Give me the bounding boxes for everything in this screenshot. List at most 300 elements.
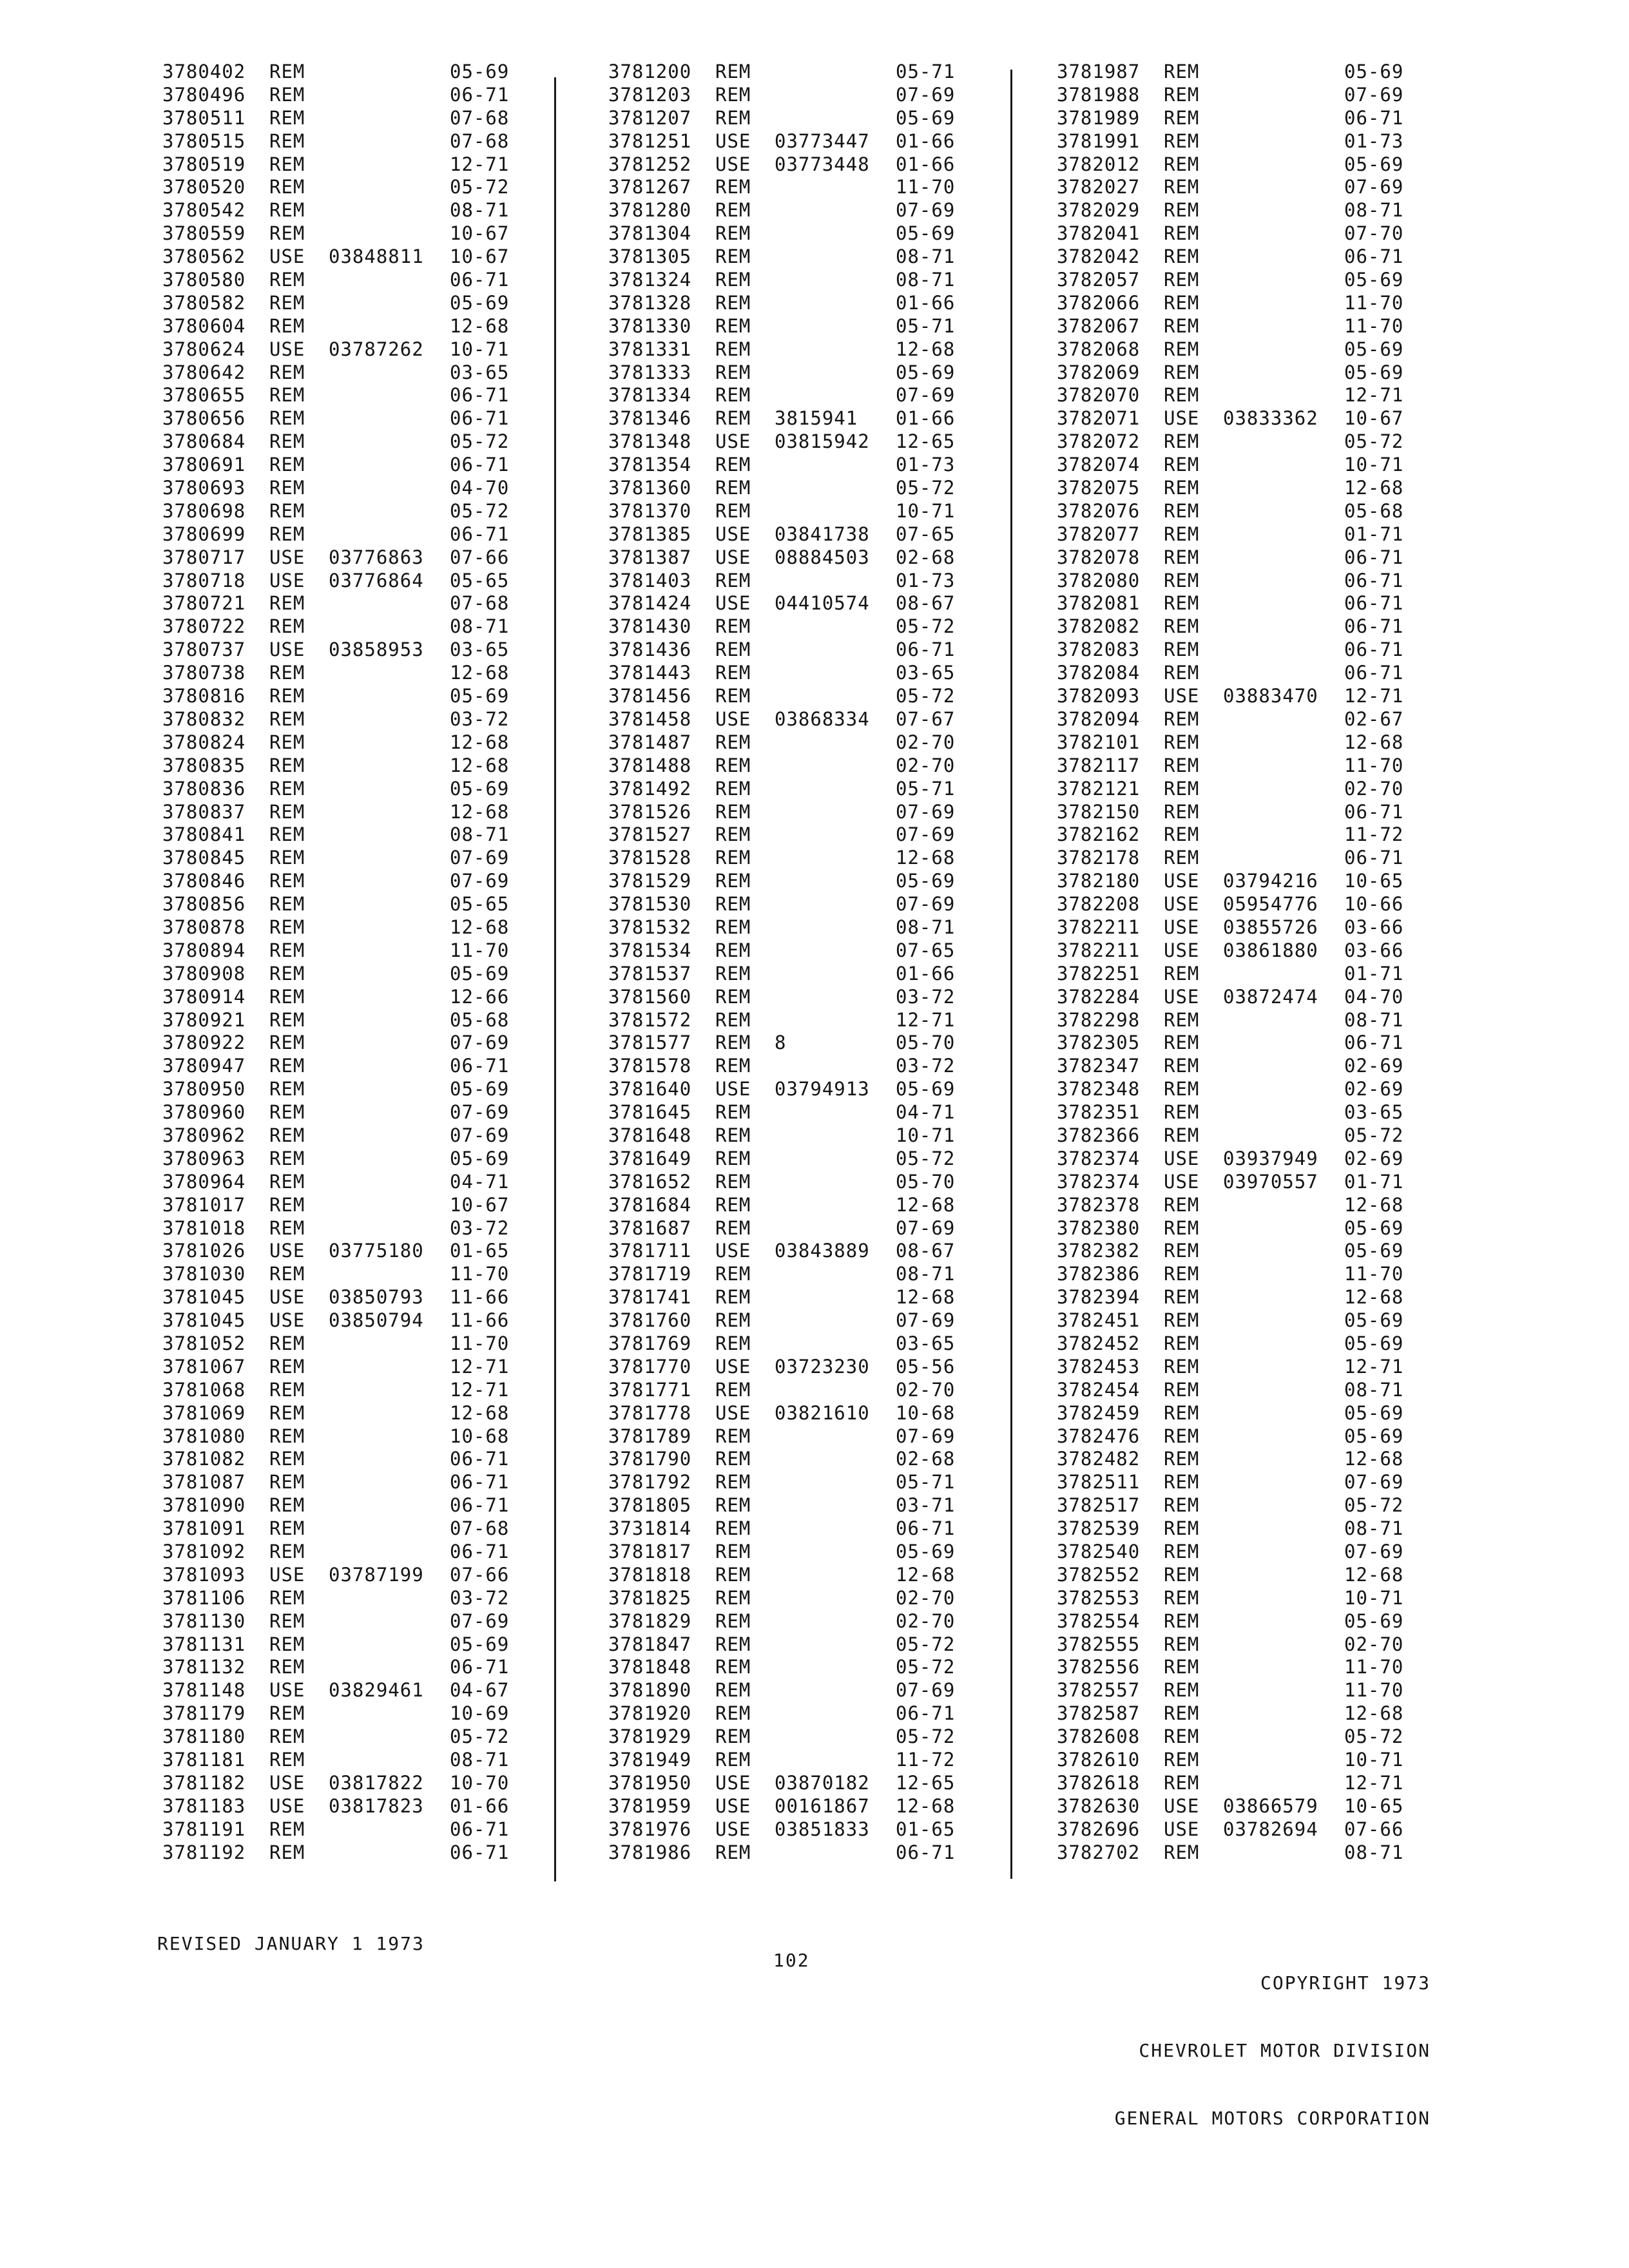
action-code: USE — [269, 245, 305, 268]
part-number: 3781527 — [608, 823, 692, 846]
action-code: USE — [715, 592, 751, 615]
date-code: 12-68 — [1344, 1193, 1404, 1216]
part-number: 3781436 — [608, 639, 692, 661]
list-item — [608, 1725, 1034, 1749]
copyright-line: COPYRIGHT 1973 — [1260, 1972, 1431, 1994]
part-number: 3781207 — [608, 106, 692, 129]
part-number: 3781280 — [608, 199, 692, 222]
date-code: 12-65 — [896, 430, 956, 453]
date-code: 05-72 — [896, 1725, 956, 1748]
list-item — [608, 754, 1034, 778]
part-number: 3782211 — [1057, 916, 1141, 938]
action-code: REM — [715, 962, 751, 985]
date-code: 07-65 — [896, 523, 956, 545]
date-code: 05-65 — [450, 893, 510, 916]
date-code: 05-69 — [896, 1541, 956, 1562]
list-item — [608, 662, 1034, 685]
date-code: 02-69 — [1344, 1078, 1404, 1100]
part-number: 3781333 — [608, 361, 692, 383]
action-code: REM — [715, 800, 751, 823]
list-item — [608, 1032, 1034, 1055]
date-code: 01-66 — [896, 407, 956, 430]
list-item — [1057, 338, 1482, 361]
list-item — [162, 1448, 588, 1471]
list-item — [1057, 963, 1482, 986]
list-item — [162, 963, 588, 986]
replacement-number: 03843889 — [775, 1240, 870, 1262]
part-number: 3781082 — [162, 1448, 246, 1470]
part-number: 3781684 — [608, 1193, 692, 1216]
action-code: REM — [269, 731, 305, 753]
list-item — [162, 338, 588, 361]
list-item — [608, 1379, 1034, 1402]
date-code: 07-68 — [450, 592, 510, 615]
replacement-number: 03773448 — [775, 153, 870, 175]
part-number: 3781741 — [608, 1286, 692, 1309]
date-code: 05-65 — [450, 569, 510, 591]
date-code: 06-71 — [896, 1841, 956, 1863]
action-code: REM — [269, 269, 305, 291]
part-number: 3781560 — [608, 985, 692, 1008]
action-code: USE — [1164, 870, 1200, 892]
list-item — [162, 939, 588, 963]
part-number: 3781179 — [162, 1702, 246, 1725]
date-code: 05-69 — [1344, 61, 1404, 82]
list-item — [1057, 84, 1482, 107]
list-item — [608, 222, 1034, 245]
list-item — [162, 1217, 588, 1240]
date-code: 12-68 — [896, 847, 956, 869]
date-code: 11-70 — [1344, 291, 1404, 314]
date-code: 07-66 — [450, 1563, 510, 1586]
date-code: 08-71 — [1344, 1517, 1404, 1540]
date-code: 07-69 — [896, 1309, 956, 1332]
action-code: REM — [715, 1332, 751, 1354]
replacement-number: 03872474 — [1223, 985, 1318, 1008]
part-number: 3781640 — [608, 1078, 692, 1100]
list-item — [1057, 916, 1482, 939]
action-code: USE — [269, 1563, 305, 1586]
part-number: 3782162 — [1057, 823, 1141, 846]
date-code: 06-71 — [450, 1471, 510, 1494]
replacement-number: 03937949 — [1223, 1147, 1318, 1169]
action-code: REM — [715, 245, 751, 268]
list-item — [608, 1448, 1034, 1471]
action-code: REM — [715, 1124, 751, 1146]
date-code: 12-71 — [1344, 1771, 1404, 1794]
action-code: REM — [715, 1101, 751, 1124]
part-number: 3781430 — [608, 615, 692, 638]
list-item — [608, 893, 1034, 916]
part-number: 3782557 — [1057, 1679, 1141, 1702]
replacement-number: 03817823 — [329, 1794, 424, 1817]
list-item — [1057, 315, 1482, 338]
date-code: 10-71 — [1344, 454, 1404, 476]
part-number: 3781267 — [608, 176, 692, 198]
action-code: REM — [715, 569, 751, 591]
part-number: 3780835 — [162, 754, 246, 776]
part-number: 3782305 — [1057, 1032, 1141, 1054]
list-item — [162, 1194, 588, 1217]
action-code: REM — [715, 1679, 751, 1702]
part-number: 3782077 — [1057, 523, 1141, 545]
date-code: 07-69 — [450, 1610, 510, 1632]
list-item — [1057, 801, 1482, 824]
date-code: 07-69 — [896, 83, 956, 106]
part-number: 3782348 — [1057, 1078, 1141, 1100]
list-item — [162, 245, 588, 269]
list-item — [1057, 1309, 1482, 1332]
list-item — [1057, 1656, 1482, 1679]
parts-column-3 — [1057, 61, 1482, 1864]
date-code: 05-70 — [896, 1032, 956, 1054]
part-number: 3780908 — [162, 962, 246, 985]
part-number: 3780832 — [162, 707, 246, 730]
part-number: 3782539 — [1057, 1517, 1141, 1540]
part-number: 3781790 — [608, 1448, 692, 1470]
date-code: 05-71 — [896, 61, 956, 82]
part-number: 3780738 — [162, 662, 246, 684]
date-code: 05-72 — [1344, 1124, 1404, 1146]
list-item — [1057, 639, 1482, 662]
action-code: REM — [1164, 546, 1200, 568]
replacement-number: 03782694 — [1223, 1818, 1318, 1840]
action-code: REM — [269, 1147, 305, 1169]
list-item — [608, 292, 1034, 315]
action-code: REM — [1164, 1771, 1200, 1794]
part-number: 3782630 — [1057, 1794, 1141, 1817]
action-code: REM — [715, 1425, 751, 1447]
list-item — [608, 916, 1034, 939]
list-item — [608, 454, 1034, 477]
list-item — [608, 570, 1034, 593]
list-item — [608, 1078, 1034, 1101]
replacement-number: 03787199 — [329, 1563, 424, 1586]
part-number: 3782078 — [1057, 546, 1141, 568]
date-code: 10-71 — [896, 1124, 956, 1146]
list-item — [1057, 1749, 1482, 1772]
date-code: 10-68 — [450, 1425, 510, 1447]
part-number: 3781106 — [162, 1586, 246, 1609]
date-code: 08-71 — [1344, 1378, 1404, 1401]
date-code: 02-70 — [1344, 1633, 1404, 1655]
date-code: 02-70 — [896, 1586, 956, 1609]
list-item — [608, 245, 1034, 269]
list-item — [162, 1795, 588, 1818]
action-code: REM — [1164, 1332, 1200, 1354]
date-code: 03-72 — [896, 985, 956, 1008]
date-code: 08-71 — [1344, 1008, 1404, 1031]
list-item — [1057, 1795, 1482, 1818]
part-number: 3782374 — [1057, 1170, 1141, 1193]
date-code: 05-71 — [896, 314, 956, 337]
part-number: 3781026 — [162, 1240, 246, 1262]
part-number: 3780559 — [162, 222, 246, 245]
date-code: 10-67 — [450, 1193, 510, 1216]
list-item — [1057, 1124, 1482, 1148]
list-item — [1057, 523, 1482, 546]
column-divider — [554, 77, 556, 1881]
part-number: 3782251 — [1057, 962, 1141, 985]
list-item — [1057, 685, 1482, 708]
list-item — [162, 454, 588, 477]
replacement-number: 03850793 — [329, 1286, 424, 1309]
list-item — [162, 1471, 588, 1494]
part-number: 3781526 — [608, 800, 692, 823]
part-number: 3782702 — [1057, 1841, 1141, 1863]
action-code: REM — [269, 1610, 305, 1632]
part-number: 3781017 — [162, 1193, 246, 1216]
part-number: 3781052 — [162, 1332, 246, 1354]
action-code: REM — [269, 384, 305, 407]
date-code: 06-71 — [1344, 546, 1404, 568]
list-item — [608, 269, 1034, 292]
date-code: 10-65 — [1344, 870, 1404, 892]
action-code: REM — [1164, 662, 1200, 684]
list-item — [608, 407, 1034, 430]
action-code: USE — [715, 1355, 751, 1378]
list-item — [162, 384, 588, 407]
date-code: 05-69 — [450, 291, 510, 314]
replacement-number: 03868334 — [775, 707, 870, 730]
part-number: 3782066 — [1057, 291, 1141, 314]
part-number: 3782082 — [1057, 615, 1141, 638]
list-item — [608, 1517, 1034, 1541]
date-code: 06-71 — [450, 269, 510, 291]
date-code: 05-69 — [450, 962, 510, 985]
date-code: 01-66 — [896, 291, 956, 314]
date-code: 10-71 — [450, 338, 510, 360]
part-number: 3782094 — [1057, 707, 1141, 730]
date-code: 12-71 — [1344, 384, 1404, 407]
action-code: REM — [715, 454, 751, 476]
part-number: 3780519 — [162, 153, 246, 175]
date-code: 12-68 — [450, 662, 510, 684]
action-code: USE — [715, 1401, 751, 1424]
list-item — [162, 1124, 588, 1148]
list-item — [1057, 222, 1482, 245]
date-code: 12-68 — [1344, 1702, 1404, 1725]
list-item — [1057, 1194, 1482, 1217]
date-code: 03-71 — [896, 1494, 956, 1517]
date-code: 03-65 — [896, 1332, 956, 1354]
part-number: 3782072 — [1057, 430, 1141, 453]
date-code: 04-67 — [450, 1679, 510, 1702]
part-number: 3782554 — [1057, 1610, 1141, 1632]
part-number: 3781769 — [608, 1332, 692, 1354]
list-item — [1057, 1448, 1482, 1471]
action-code: REM — [715, 1055, 751, 1077]
action-code: REM — [715, 777, 751, 800]
action-code: REM — [269, 83, 305, 106]
date-code: 06-71 — [450, 523, 510, 545]
list-item — [608, 546, 1034, 570]
action-code: REM — [269, 592, 305, 615]
date-code: 08-71 — [450, 823, 510, 846]
list-item — [1057, 1009, 1482, 1032]
action-code: USE — [1164, 985, 1200, 1008]
list-item — [162, 1656, 588, 1679]
action-code: REM — [715, 870, 751, 892]
part-number: 3782608 — [1057, 1725, 1141, 1748]
action-code: REM — [1164, 777, 1200, 800]
part-number: 3780693 — [162, 477, 246, 499]
list-item — [162, 662, 588, 685]
action-code: REM — [1164, 731, 1200, 753]
action-code: REM — [269, 1749, 305, 1771]
date-code: 08-71 — [1344, 1841, 1404, 1863]
action-code: REM — [1164, 639, 1200, 661]
list-item — [1057, 454, 1482, 477]
action-code: REM — [1164, 291, 1200, 314]
action-code: REM — [1164, 1633, 1200, 1655]
action-code: REM — [1164, 1309, 1200, 1332]
action-code: REM — [1164, 1610, 1200, 1632]
list-item — [162, 1402, 588, 1425]
date-code: 07-70 — [1344, 222, 1404, 245]
date-code: 11-70 — [1344, 314, 1404, 337]
part-number: 3781532 — [608, 916, 692, 938]
part-number: 3782618 — [1057, 1771, 1141, 1794]
part-number: 3782012 — [1057, 153, 1141, 175]
replacement-number: 05954776 — [1223, 893, 1318, 916]
action-code: REM — [1164, 1240, 1200, 1262]
part-number: 3780691 — [162, 454, 246, 476]
part-number: 3781182 — [162, 1771, 246, 1794]
part-number: 3781191 — [162, 1818, 246, 1840]
date-code: 10-67 — [450, 222, 510, 245]
list-item — [1057, 1494, 1482, 1517]
part-number: 3781346 — [608, 407, 692, 430]
list-item — [162, 916, 588, 939]
date-code: 05-69 — [450, 1633, 510, 1655]
action-code: REM — [1164, 1494, 1200, 1517]
part-number: 3782117 — [1057, 754, 1141, 776]
part-number: 3782459 — [1057, 1401, 1141, 1424]
action-code: REM — [1164, 754, 1200, 776]
list-item — [1057, 1217, 1482, 1240]
list-item — [1057, 245, 1482, 269]
action-code: REM — [269, 153, 305, 175]
action-code: REM — [715, 1610, 751, 1632]
action-code: REM — [269, 1055, 305, 1077]
part-number: 3781530 — [608, 893, 692, 916]
action-code: REM — [269, 754, 305, 776]
list-item — [1057, 1356, 1482, 1379]
date-code: 05-69 — [1344, 1216, 1404, 1239]
action-code: REM — [269, 662, 305, 684]
action-code: REM — [269, 454, 305, 476]
part-number: 3782101 — [1057, 731, 1141, 753]
part-number: 3781829 — [608, 1610, 692, 1632]
action-code: USE — [715, 1794, 751, 1817]
part-number: 3780878 — [162, 916, 246, 938]
action-code: REM — [269, 1448, 305, 1470]
date-code: 05-72 — [896, 615, 956, 638]
action-code: USE — [269, 1771, 305, 1794]
list-item — [608, 199, 1034, 222]
part-number: 3781354 — [608, 454, 692, 476]
replacement-number: 03817822 — [329, 1771, 424, 1794]
list-item — [608, 1772, 1034, 1795]
list-item — [608, 477, 1034, 500]
action-code: REM — [1164, 1078, 1200, 1100]
action-code: REM — [715, 199, 751, 222]
list-item — [608, 1656, 1034, 1679]
action-code: REM — [269, 314, 305, 337]
action-code: REM — [269, 1494, 305, 1517]
part-number: 3781487 — [608, 731, 692, 753]
part-number: 3781080 — [162, 1425, 246, 1447]
list-item — [608, 84, 1034, 107]
part-number: 3782041 — [1057, 222, 1141, 245]
part-number: 3780698 — [162, 499, 246, 522]
part-number: 3781652 — [608, 1170, 692, 1193]
action-code: USE — [269, 1679, 305, 1702]
action-code: REM — [715, 477, 751, 499]
list-item — [162, 801, 588, 824]
date-code: 03-65 — [450, 639, 510, 661]
list-item — [1057, 1055, 1482, 1078]
date-code: 10-71 — [1344, 1586, 1404, 1609]
list-item — [608, 523, 1034, 546]
date-code: 03-65 — [896, 662, 956, 684]
part-number: 3780655 — [162, 384, 246, 407]
part-number: 3782093 — [1057, 685, 1141, 707]
action-code: REM — [1164, 615, 1200, 638]
action-code: REM — [1164, 176, 1200, 198]
date-code: 06-71 — [450, 1494, 510, 1517]
list-item — [162, 1286, 588, 1309]
part-number: 3782150 — [1057, 800, 1141, 823]
part-number: 3782284 — [1057, 985, 1141, 1008]
part-number: 3781348 — [608, 430, 692, 453]
date-code: 02-70 — [896, 754, 956, 776]
part-number: 3780837 — [162, 800, 246, 823]
action-code: REM — [269, 1378, 305, 1401]
list-item — [1057, 1240, 1482, 1263]
part-number: 3780816 — [162, 685, 246, 707]
replacement-number: 03870182 — [775, 1771, 870, 1794]
date-code: 05-68 — [450, 1008, 510, 1031]
replacement-number: 03821610 — [775, 1401, 870, 1424]
part-number: 3782380 — [1057, 1216, 1141, 1239]
part-number: 3781649 — [608, 1147, 692, 1169]
action-code: REM — [1164, 823, 1200, 846]
list-item — [608, 1309, 1034, 1332]
part-number: 3782552 — [1057, 1563, 1141, 1586]
list-item — [608, 1402, 1034, 1425]
replacement-number: 3815941 — [775, 407, 858, 430]
part-number: 3781760 — [608, 1309, 692, 1332]
action-code: REM — [715, 1725, 751, 1748]
part-number: 3780684 — [162, 430, 246, 453]
action-code: REM — [715, 1193, 751, 1216]
list-item — [1057, 1587, 1482, 1610]
part-number: 3781068 — [162, 1378, 246, 1401]
list-item — [608, 1148, 1034, 1171]
action-code: REM — [715, 754, 751, 776]
action-code: REM — [1164, 1193, 1200, 1216]
action-code: REM — [1164, 1401, 1200, 1424]
list-item — [608, 731, 1034, 754]
date-code: 01-71 — [1344, 523, 1404, 545]
date-code: 10-67 — [1344, 407, 1404, 430]
date-code: 11-70 — [450, 1332, 510, 1354]
list-item — [162, 361, 588, 385]
part-number: 3781087 — [162, 1471, 246, 1494]
part-number: 3781986 — [608, 1841, 692, 1863]
